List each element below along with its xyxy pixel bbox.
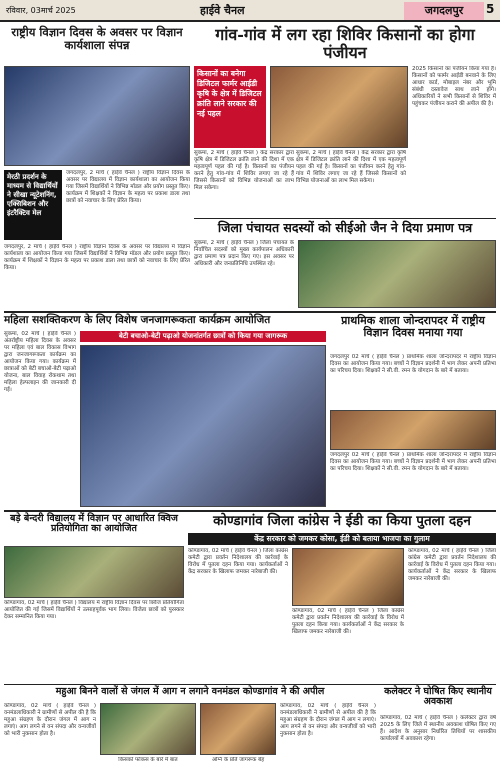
page-number: 5 <box>486 2 495 16</box>
story6-body: कोण्डागांव, 02 मार्च ( हाईवे चैनल ) विद्यालय में राष्ट्रीय विज्ञान दिवस पर क्विज प्रतियोगिता आयोजित की गई जिसमें विद्यार्थियों ने उत्साहपूर्वक भाग लिया। विजेता छात्रों को पुरस्कार देकर सम्मानित किया गया। <box>4 600 184 620</box>
divider <box>4 510 496 512</box>
story7-subhead: केंद्र सरकार को जमकर कोसा, ईडी को बताया भाजपा का गुलाम <box>188 533 496 545</box>
story8-caption-1: किसको फोकस के बारे में बात <box>118 757 178 763</box>
masthead-date: रविवार, 03मार्च 2025 <box>6 6 76 15</box>
divider <box>4 311 496 313</box>
story7-body-c: कोण्डागांव, 02 मार्च ( हाईवे चैनल ) जिला कांग्रेस कमेटी द्वारा प्रवर्तन निदेशालय की कार्रवाई के विरोध में पुतला दहन किया गया। कार्यकर्ताओं ने केंद्र सरकार के खिलाफ जमकर नारेबाजी की। <box>408 548 496 582</box>
story8-body-b: कोण्डागांव, 02 मार्च ( हाईवे चैनल ) वनमंडलाधिकारी ने ग्रामीणों से अपील की है कि महुआ संग्रहण के दौरान जंगल में आग न लगाएं। आग लगने से वन संपदा और वन्यजीवों को भारी नुकसान होता है। <box>280 703 376 737</box>
story3-body: सुकमा, 2 मार्च ( हाईवे चैनल ) जिला पंचायत के निर्वाचित सदस्यों को मुख्य कार्यपालन अधिकारी द्वारा प्रमाण पत्र प्रदान किए गए। इस अवसर पर अधिकारी और जनप्रतिनिधि उपस्थित रहे। <box>194 240 294 267</box>
story4-body: सुकमा, 02 मार्च ( हाईवे चैनल ) अंतर्राष्ट्रीय महिला दिवस के अवसर पर महिला एवं बाल विकास विभाग द्वारा जनजागरूकता कार्यक्रम का आयोजन किया गया। कार्यक्रम में छात्राओं को बेटी बचाओ-बेटी पढ़ाओ योजना, बाल विवाह रोकथाम तथा महिला हेल्पलाइन की जानकारी दी गई। <box>4 331 76 393</box>
story6-photo <box>4 546 184 598</box>
right-column-body: 2025 किसानों का पंजीयन किया गया है। किसानों को फार्मर आईडी बनवाने के लिए आधार कार्ड, मोबाइल नंबर और भूमि संबंधी दस्तावेज साथ लाने होंगे। अधिकारियों ने सभी किसानों से शिविर में पहुंचकर पंजीयन कराने की अपील की है। <box>412 66 496 107</box>
story5-photo <box>330 410 496 450</box>
story3-headline: जिला पंचायत सदस्यों को सीईओ जैन ने दिया प्रमाण पत्र <box>217 220 473 235</box>
story1-headline: राष्ट्रीय विज्ञान दिवस के अवसर पर विज्ञान कार्यशाला संपन्न <box>11 25 183 52</box>
story3-photo <box>298 240 496 308</box>
story7-body-b: कोण्डागांव, 02 मार्च ( हाईवे चैनल ) जिला कांग्रेस कमेटी द्वारा प्रवर्तन निदेशालय की कार्रवाई के विरोध में पुतला दहन किया गया। कार्यकर्ताओं ने केंद्र सरकार के खिलाफ जमकर नारेबाजी की। <box>292 608 404 635</box>
story1-body-b: जगदलपुर, 2 मार्च ( हाईवे चैनल ) राष्ट्रीय विज्ञान दिवस के अवसर पर विद्यालय में विज्ञान कार्यशाला का आयोजन किया गया जिसमें विद्यार्थियों ने विभिन्न मॉडल और प्रयोग प्रस्तुत किए। कार्यक्रम में शिक्षकों ने विज्ञान के महत्व पर प्रकाश डाला तथा छात्रों को नवाचार के लिए प्रेरित किया। <box>4 244 190 271</box>
story1-photo <box>4 66 190 166</box>
story5-headline: प्राथमिक शाला जोन्दरापदर में राष्ट्रीय विज्ञान दिवस मनाया गया <box>341 314 485 340</box>
story8-caption-2: अग्नि के प्रति जागरूक बेह <box>211 757 265 763</box>
story6-headline: बड़े बेन्दरी विद्यालय में विज्ञान पर आधारित क्विज प्रतियोगिता का आयोजित <box>10 513 178 535</box>
story2-body-a: सुकमा, 2 मार्च ( हाईवे चैनल ) केंद्र सरकार द्वारा कृषि क्षेत्र में डिजिटल क्रांति लाने की दिशा में एक महत्वपूर्ण पहल की गई है। किसानों का पंजीयन करने हेतु गांव-गांव में शिविर लगाए जा रहे हैं जिससे किसानों को विभिन्न योजनाओं का लाभ मिल सकेगा। <box>194 150 294 191</box>
story1-side-title: मेरठी प्रदर्शन के माध्यम से विद्यार्थियों ने सीखा न्यूटेशनिंग, एक्सिबिशन और इंटरैक्टिव मेल <box>4 170 62 240</box>
story5-body-b: जगदलपुर 02 मार्च ( हाईवे चैनल ) प्राथमिक शाला जोन्दरापदर में राष्ट्रीय विज्ञान दिवस का आयोजन किया गया। बच्चों ने विज्ञान प्रदर्शनी में भाग लेकर अपनी प्रतिभा का परिचय दिया। शिक्षकों ने सी.वी. रमन के योगदान के बारे में बताया। <box>330 452 496 472</box>
story2-photo <box>270 66 408 148</box>
story9-body: कोण्डागांव, 02 मार्च ( हाईवे चैनल ) कलेक्टर द्वारा वर्ष 2025 के लिए जिले में स्थानीय अवकाश घोषित किए गए हैं। आदेश के अनुसार निर्धारित तिथियों पर शासकीय कार्यालयों में अवकाश रहेगा। <box>380 715 496 742</box>
story5-body: जगदलपुर 02 मार्च ( हाईवे चैनल ) प्राथमिक शाला जोन्दरापदर में राष्ट्रीय विज्ञान दिवस का आयोजन किया गया। बच्चों ने विज्ञान प्रदर्शनी में भाग लेकर अपनी प्रतिभा का परिचय दिया। शिक्षकों ने सी.वी. रमन के योगदान के बारे में बताया। <box>330 354 496 374</box>
story1-body-a: जगदलपुर, 2 मार्च ( हाईवे चैनल ) राष्ट्रीय विज्ञान दिवस के अवसर पर विद्यालय में विज्ञान कार्यशाला का आयोजन किया गया जिसमें विद्यार्थियों ने विभिन्न मॉडल और प्रयोग प्रस्तुत किए। कार्यक्रम में शिक्षकों ने विज्ञान के महत्व पर प्रकाश डाला तथा छात्रों को नवाचार के लिए प्रेरित किया। <box>66 170 190 204</box>
story8-photo-1 <box>100 703 196 755</box>
divider <box>194 218 496 219</box>
story9-headline: कलेक्टर ने घोषित किए स्थानीय अवकाश <box>384 686 492 708</box>
story4-subhead: बेटी बचाओ-बेटी पढ़ाओ योजनांतर्गत छात्रों को किया गया जागरूक <box>80 331 326 342</box>
story7-photo <box>292 548 404 606</box>
masthead-city: जगदलपुर <box>404 2 484 20</box>
story4-photo <box>80 345 326 507</box>
story2-body-b: सुकमा, 2 मार्च ( हाईवे चैनल ) केंद्र सरकार द्वारा कृषि क्षेत्र में डिजिटल क्रांति लाने की दिशा में एक महत्वपूर्ण पहल की गई है। किसानों का पंजीयन करने हेतु गांव-गांव में शिविर लगाए जा रहे हैं जिससे किसानों को विभिन्न योजनाओं का लाभ मिल सकेगा। <box>296 150 406 184</box>
story8-photo-2 <box>200 703 276 755</box>
story2-headline: गांव-गांव में लग रहा शिविर किसानों का होगा पंजीयन <box>215 25 475 62</box>
story2-highlight-box: किसानों का बनेगा डिजिटल फार्मर आईडी कृषि के क्षेत्र में डिजिटल क्रांति लाने सरकार की नई पहल <box>194 66 266 148</box>
story7-headline: कोण्डागांव जिला कांग्रेस ने ईडी का किया पुतला दहन <box>213 513 471 529</box>
divider <box>4 684 496 685</box>
story7-body: कोण्डागांव, 02 मार्च ( हाईवे चैनल ) जिला कांग्रेस कमेटी द्वारा प्रवर्तन निदेशालय की कार्रवाई के विरोध में पुतला दहन किया गया। कार्यकर्ताओं ने केंद्र सरकार के खिलाफ जमकर नारेबाजी की। <box>188 548 288 575</box>
story4-headline: महिला सशक्तिकरण के लिए विशेष जनजागरूकता कार्यक्रम आयोजित <box>4 314 271 326</box>
masthead-channel: हाईवे चैनल <box>200 4 245 17</box>
story8-headline: महुआ बिनने वालों से जंगल में आग न लगाने वनमंडल कोण्डागांव ने की अपील <box>55 686 325 697</box>
story8-body: कोण्डागांव, 02 मार्च ( हाईवे चैनल ) वनमंडलाधिकारी ने ग्रामीणों से अपील की है कि महुआ संग्रहण के दौरान जंगल में आग न लगाएं। आग लगने से वन संपदा और वन्यजीवों को भारी नुकसान होता है। <box>4 703 96 737</box>
